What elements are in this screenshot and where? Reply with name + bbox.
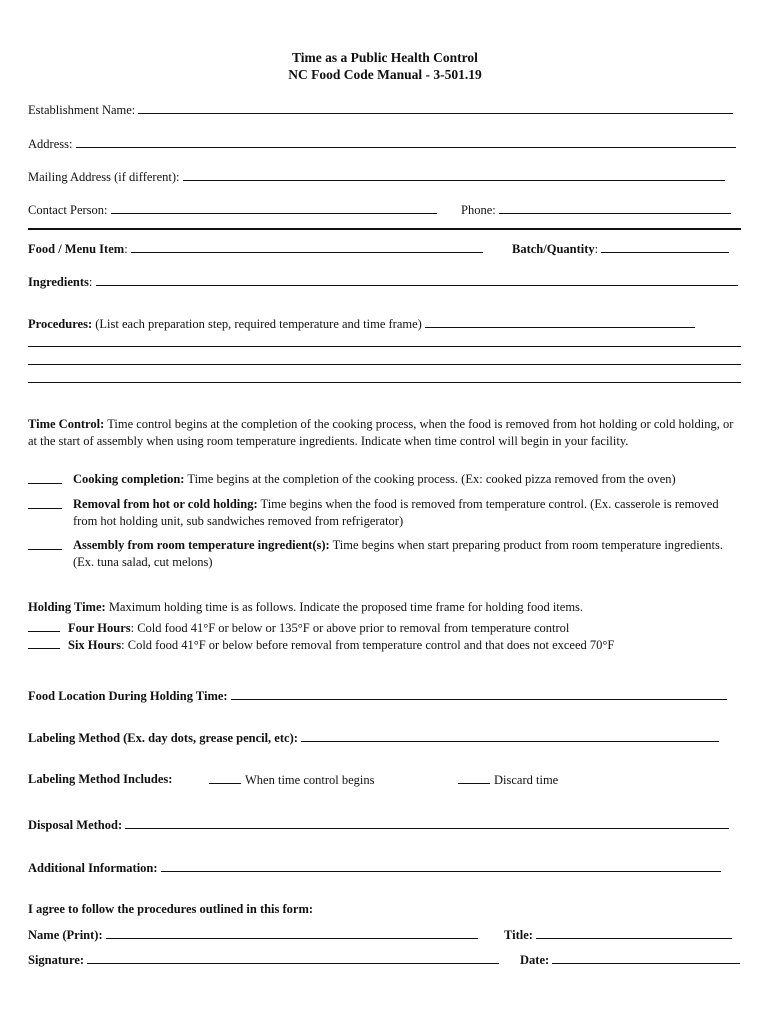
holding-option-six-hours: Six Hours: Cold food 41°F or below before removal from temperature control and that does not exceed 70°F xyxy=(28,636,614,653)
phone-label: Phone: xyxy=(461,203,496,217)
date-row xyxy=(520,951,740,968)
ingredients-row: Ingredients: xyxy=(28,273,738,290)
contact-row xyxy=(28,201,437,218)
option-assembly-room-temp: Assembly from room temperature ingredient(s): Time begins when start preparing product from room temperature ingredients. (Ex. tuna salad, cut melons) xyxy=(73,538,723,569)
name-label: Name (Print): xyxy=(28,928,103,942)
section-divider xyxy=(28,228,741,230)
holding-time-intro xyxy=(28,599,583,615)
food-item-field[interactable] xyxy=(131,240,483,253)
procedures-hint: (List each preparation step, required temperature and time frame) xyxy=(95,317,422,331)
name-row xyxy=(28,926,478,943)
labeling-checkbox-begin[interactable] xyxy=(209,771,241,784)
form-title: Time as a Public Health Control xyxy=(292,50,478,65)
labeling-method-label: Labeling Method (Ex. day dots, grease pencil, etc): xyxy=(28,731,298,745)
option-checkbox-assembly[interactable] xyxy=(28,537,70,554)
signature-row xyxy=(28,951,499,968)
labeling-option-time-control: When time control begins xyxy=(209,771,374,788)
establishment-field[interactable] xyxy=(138,101,733,114)
disposal-row xyxy=(28,816,729,833)
procedures-line[interactable] xyxy=(28,382,741,383)
disposal-field[interactable] xyxy=(125,816,729,829)
procedures-line[interactable] xyxy=(28,346,741,347)
disposal-label: Disposal Method: xyxy=(28,818,123,832)
agreement-text: I agree to follow the procedures outlined in this form: xyxy=(28,902,314,916)
name-field[interactable] xyxy=(106,926,478,939)
ingredients-label: Ingredients xyxy=(28,275,89,289)
labeling-checkbox-discard[interactable] xyxy=(458,771,490,784)
address-row xyxy=(28,135,736,152)
option-cooking-completion: Cooking completion: Time begins at the completion of the cooking process. (Ex: cooked pizza removed from the oven) xyxy=(73,472,676,486)
additional-row xyxy=(28,859,721,876)
food-location-field[interactable] xyxy=(231,687,727,700)
signature-label: Signature: xyxy=(28,953,85,967)
batch-field[interactable] xyxy=(601,240,729,253)
holding-option-four-hours: Four Hours: Cold food 41°F or below or 135°F or above prior to removal from temperature control xyxy=(28,619,569,636)
contact-label: Contact Person: xyxy=(28,203,108,217)
time-control-text: Time control begins at the completion of the cooking process, when the food is removed from hot holding or cold holding, or at the start of assembly when using room temperature ingredients. Indicate when time control will begin in your facility. xyxy=(28,417,734,448)
batch-row: Batch/Quantity: xyxy=(512,240,729,257)
mailing-row xyxy=(28,168,725,185)
labeling-method-field[interactable] xyxy=(301,729,719,742)
mailing-label: Mailing Address (if different): xyxy=(28,170,180,184)
procedures-row xyxy=(28,315,695,332)
title-label: Title: xyxy=(504,928,533,942)
labeling-includes-label: Labeling Method Includes: xyxy=(28,772,173,786)
time-control-intro xyxy=(28,416,740,450)
establishment-label: Establishment Name: xyxy=(28,103,136,117)
date-label: Date: xyxy=(520,953,550,967)
phone-field[interactable] xyxy=(499,201,731,214)
mailing-field[interactable] xyxy=(183,168,725,181)
labeling-option-discard: Discard time xyxy=(458,771,558,788)
date-field[interactable] xyxy=(552,951,740,964)
time-control-label: Time Control: xyxy=(28,417,105,431)
option-removal-holding: Removal from hot or cold holding: Time begins when the food is removed from temperature control. (Ex. casserole is removed from hot holding unit, sub sandwiches removed from refrigerator) xyxy=(73,497,719,528)
food-location-label: Food Location During Holding Time: xyxy=(28,689,228,703)
title-field[interactable] xyxy=(536,926,732,939)
holding-checkbox-six[interactable] xyxy=(28,636,60,649)
option-checkbox-cooking[interactable] xyxy=(28,471,70,488)
form-subtitle: NC Food Code Manual - 3-501.19 xyxy=(288,67,482,82)
labeling-method-row xyxy=(28,729,719,746)
food-item-row: Food / Menu Item: xyxy=(28,240,483,257)
phone-row xyxy=(461,201,731,218)
additional-field[interactable] xyxy=(161,859,721,872)
batch-label: Batch/Quantity xyxy=(512,242,595,256)
option-checkbox-removal[interactable] xyxy=(28,496,70,513)
additional-label: Additional Information: xyxy=(28,861,158,875)
holding-checkbox-four[interactable] xyxy=(28,619,60,632)
procedures-label: Procedures: xyxy=(28,317,93,331)
holding-time-text: Maximum holding time is as follows. Indicate the proposed time frame for holding food items. xyxy=(108,600,584,614)
address-field[interactable] xyxy=(76,135,736,148)
ingredients-field[interactable] xyxy=(96,273,738,286)
food-location-row xyxy=(28,687,727,704)
signature-field[interactable] xyxy=(87,951,499,964)
holding-time-label: Holding Time: xyxy=(28,600,106,614)
contact-field[interactable] xyxy=(111,201,437,214)
procedures-line[interactable] xyxy=(28,364,741,365)
food-item-label: Food / Menu Item xyxy=(28,242,125,256)
establishment-row xyxy=(28,101,733,118)
title-row xyxy=(504,926,732,943)
procedures-field[interactable] xyxy=(425,315,695,328)
address-label: Address: xyxy=(28,137,73,151)
